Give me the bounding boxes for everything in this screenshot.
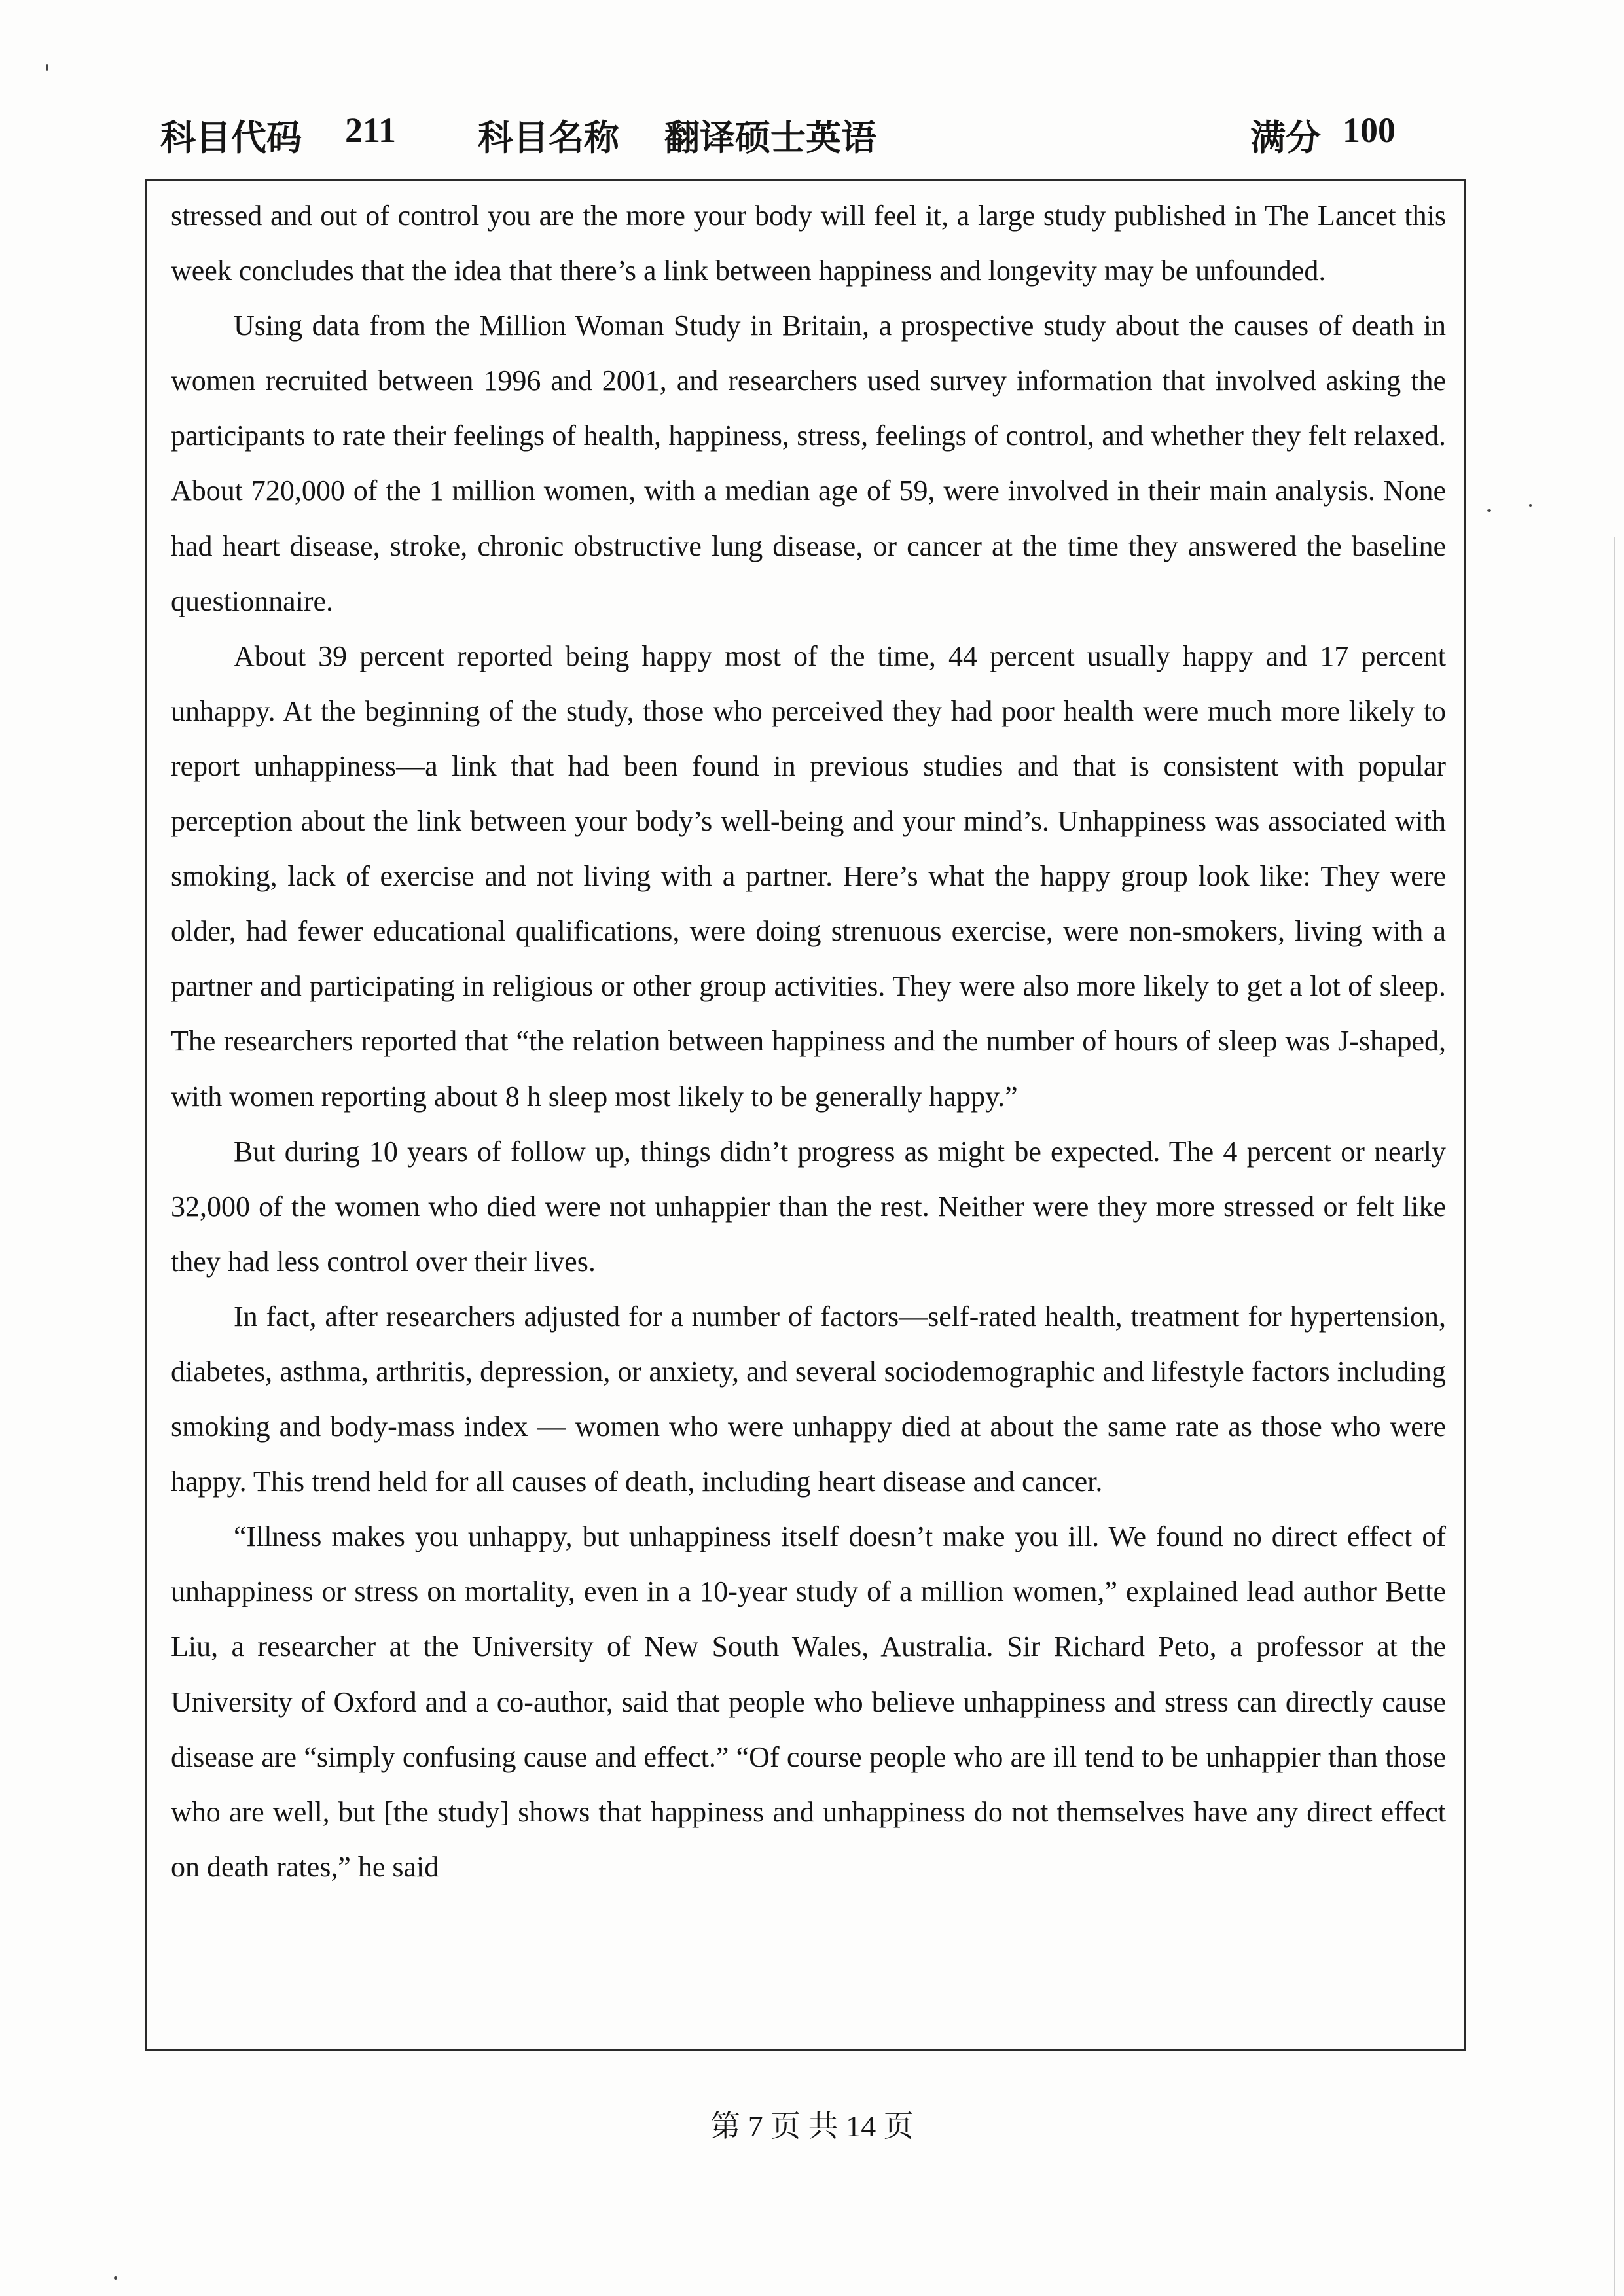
paragraph: In fact, after researchers adjusted for a number of factors—self-rated health, treatment for hypertension, diabetes, asthma, arthritis, depression, or anxiety, and several sociodemographic and lifestyle factors including smoking and body-mass index — women who were unhappy died at about the same rate as those who were happy. This trend held for all causes of death, including heart disease and cancer. [171, 1300, 1446, 1498]
paragraph: “Illness makes you unhappy, but unhappiness itself doesn’t make you ill. We found no direct effect of unhappiness or stress on mortality, even in a 10-year study of a million women,” explained lead author Bette Liu, a researcher at the University of New South Wales, Australia. Sir Richard Peto, a professor at the University of Oxford and a co-author, said that people who believe unhappiness and stress can directly cause disease are “simply confusing cause and effect.” “Of course people who are ill tend to be unhappier than those who are well, but [the study] shows that happiness and unhappiness do not themselves have any direct effect on death rates,” he said [171, 1520, 1446, 1883]
passage-frame [145, 179, 1466, 2051]
paragraph: About 39 percent reported being happy most of the time, 44 percent usually happy and 17 percent unhappy. At the beginning of the study, those who perceived they had poor health were much more likely to report unhappiness—a link that had been found in previous studies and that is consistent with popular perception about the link between your body’s well-being and your mind’s. Unhappiness was associated with smoking, lack of exercise and not living with a partner. Here’s what the happy group look like: They were older, had fewer educational qualifications, were doing strenuous exercise, were non-smokers, living with a partner and participating in religious or other group activities. They were also more likely to get a lot of sleep. The researchers reported that “the relation between happiness and the number of hours of sleep was J-shaped, with women reporting about 8 h sleep most likely to be generally happy.” [171, 639, 1446, 1113]
scan-speck [1487, 509, 1491, 512]
paragraph: But during 10 years of follow up, things didn’t progress as might be expected. The 4 percent or nearly 32,000 of the women who died were not unhappier than the rest. Neither were they more stressed or felt like they had less control over their lives. [171, 1135, 1446, 1278]
subject-name-value: 翻译硕士英语 [664, 118, 876, 158]
exam-header [160, 110, 1404, 162]
scan-speck [114, 2276, 117, 2280]
paragraph-continuation: stressed and out of control you are the more your body will feel it, a large study published in The Lancet this week concludes that the idea that there’s a link between happiness and longevity may be unfounded. [171, 200, 1446, 287]
subject-code-value: 211 [345, 111, 397, 150]
passage-text [171, 188, 1446, 1895]
paragraph: Using data from the Million Woman Study in Britain, a prospective study about the causes of death in women recruited between 1996 and 2001, and researchers used survey information that involved asking the participants to rate their feelings of health, happiness, stress, feelings of control, and whether they felt relaxed. About 720,000 of the 1 million women, with a median age of 59, were involved in their main analysis. None had heart disease, stroke, chronic obstructive lung disease, or cancer at the time they answered the baseline questionnaire. [171, 310, 1446, 617]
subject-code-label: 科目代码 [160, 118, 302, 158]
subject-name-label: 科目名称 [478, 118, 619, 158]
scan-speck [1529, 504, 1532, 507]
page-number: 第 7 页 共 14 页 [710, 2109, 914, 2143]
scan-speck [46, 64, 48, 71]
scan-edge-line [1614, 537, 1615, 2296]
full-score-value: 100 [1343, 111, 1396, 150]
full-score-label: 满分 [1250, 118, 1321, 158]
